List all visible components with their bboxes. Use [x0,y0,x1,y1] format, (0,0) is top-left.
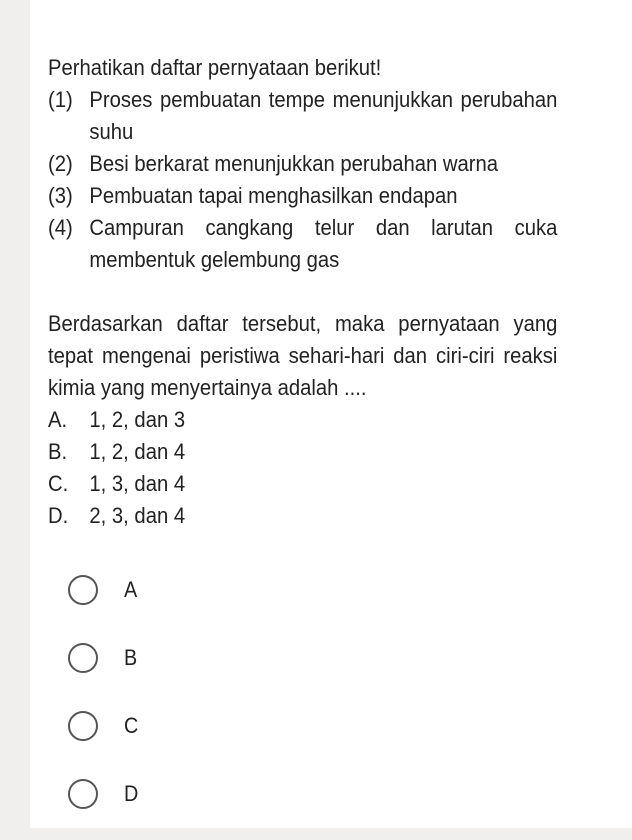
choice-label[interactable]: A [124,577,138,602]
choice-a[interactable] [68,568,568,612]
radio-button[interactable] [68,779,98,809]
radio-choice-group [68,568,568,840]
statement-text: Besi berkarat menunjukkan perubahan warna [89,151,499,176]
option-letter: A. [48,407,68,432]
option-text: 1, 3, dan 4 [89,471,186,496]
statement-number: (4) [48,215,73,240]
question-content [48,52,557,532]
choice-label[interactable]: D [124,781,139,806]
choice-c[interactable] [68,704,568,748]
choice-d[interactable] [68,772,568,816]
choice-label[interactable]: C [124,713,139,738]
question-prompt: Berdasarkan daftar tersebut, maka pernyataan yang tepat mengenai peristiwa sehari-hari dan ciri-ciri reaksi kimia yang menyertainya adalah .... [48,311,558,400]
option-letter: B. [48,439,68,464]
statement-list [48,84,557,276]
option-letter: C. [48,471,69,496]
answer-options [48,404,557,532]
statement-text: Proses pembuatan tempe menunjukkan perubahan suhu [89,87,558,144]
statement-text: Pembuatan tapai menghasilkan endapan [89,183,458,208]
statement-number: (1) [48,87,73,112]
answer-option [48,500,557,532]
radio-button[interactable] [68,575,98,605]
option-text: 1, 2, dan 4 [89,439,186,464]
choice-label[interactable]: B [124,645,138,670]
option-letter: D. [48,503,69,528]
answer-option [48,436,557,468]
statement-item [48,148,557,180]
statement-item [48,212,557,276]
statement-text: Campuran cangkang telur dan larutan cuka membentuk gelembung gas [89,215,558,272]
option-text: 1, 2, dan 3 [89,407,186,432]
radio-button[interactable] [68,711,98,741]
answer-option [48,404,557,436]
statement-number: (2) [48,151,73,176]
answer-option [48,468,557,500]
question-intro: Perhatikan daftar pernyataan berikut! [48,55,382,80]
statement-number: (3) [48,183,73,208]
statement-item [48,180,557,212]
radio-button[interactable] [68,643,98,673]
choice-b[interactable] [68,636,568,680]
statement-item [48,84,557,148]
option-text: 2, 3, dan 4 [89,503,186,528]
